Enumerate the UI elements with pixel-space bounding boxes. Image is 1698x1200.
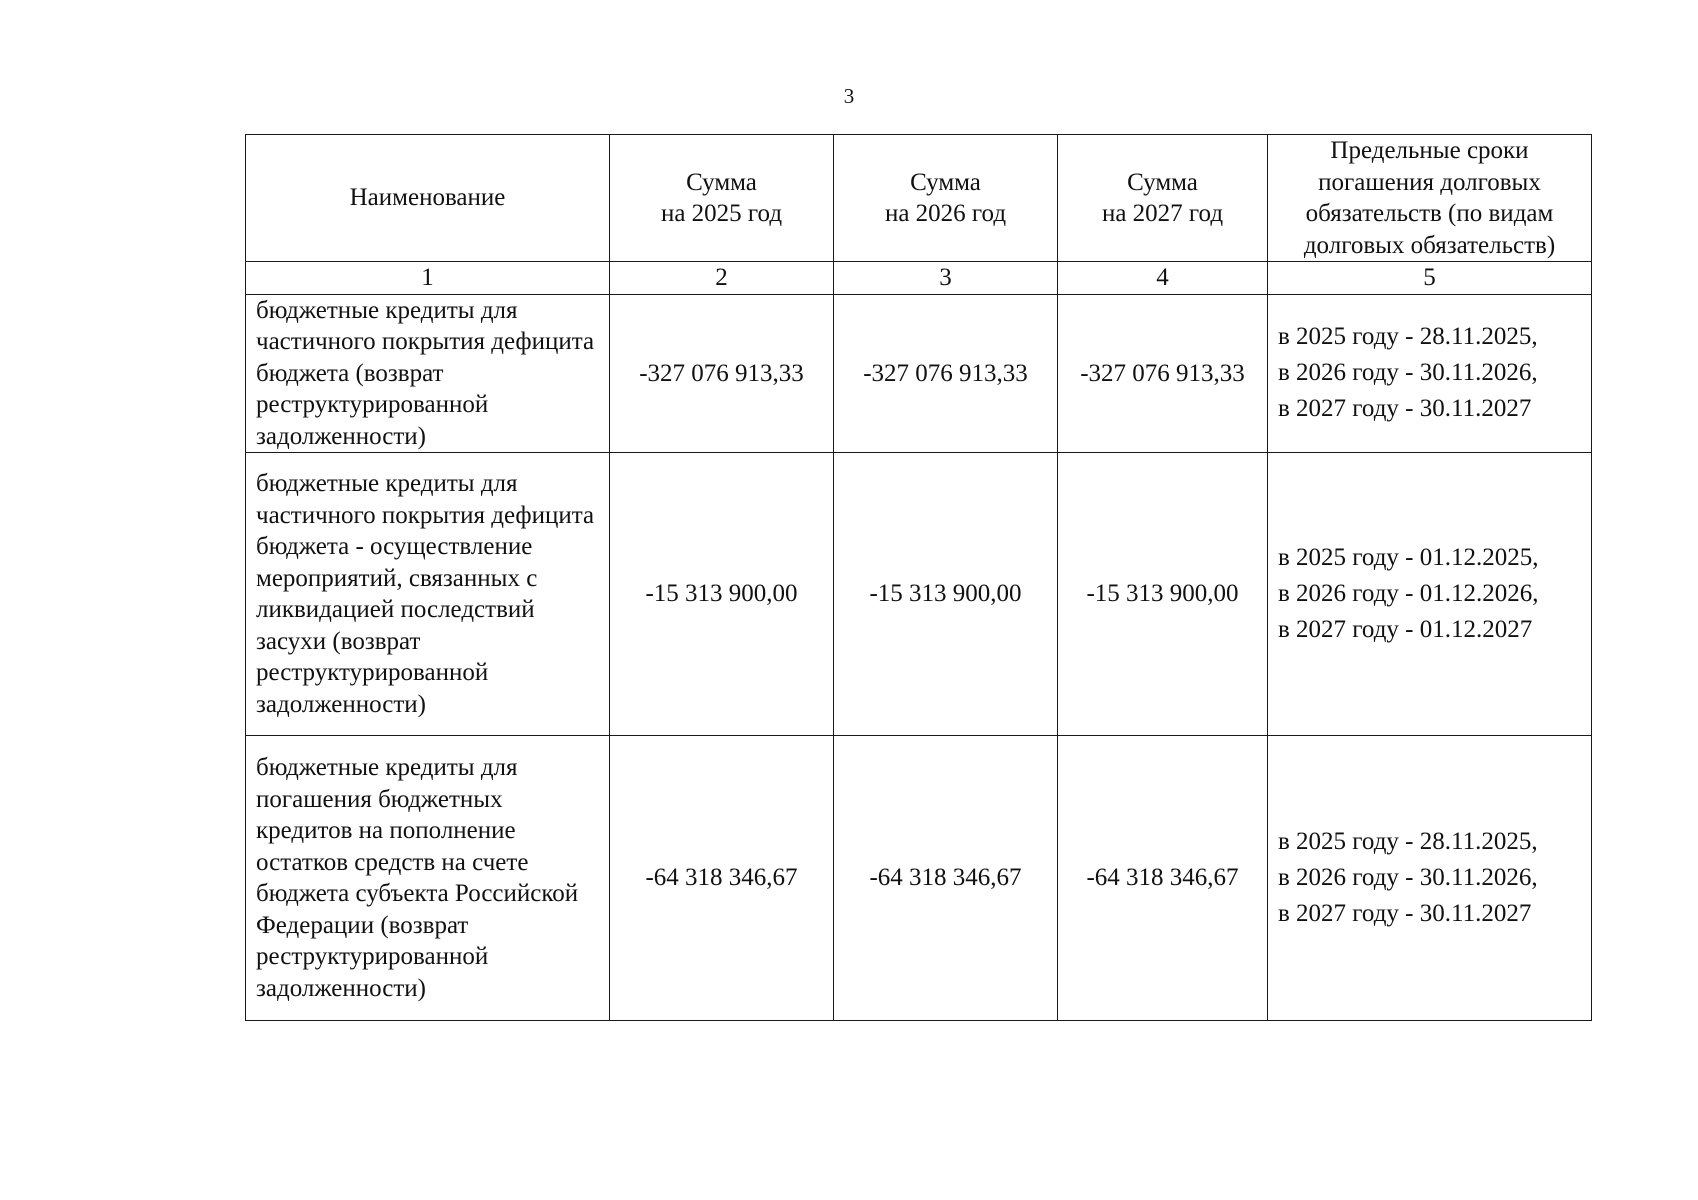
row-sum-2027: -64 318 346,67 xyxy=(1058,736,1268,1021)
row-name: бюджетные кредиты для частичного покрытия дефицита бюджета (возврат реструктурированной задолженности) xyxy=(246,294,610,453)
term-line: в 2027 году - 01.12.2027 xyxy=(1278,616,1533,643)
term-line: в 2027 году - 30.11.2027 xyxy=(1278,900,1532,927)
header-name-label: Наименование xyxy=(349,184,506,212)
column-number: 5 xyxy=(1268,262,1592,295)
term-line: в 2027 году - 30.11.2027 xyxy=(1278,395,1532,423)
row-sum-2025: -327 076 913,33 xyxy=(610,294,834,453)
header-sum-2026 xyxy=(834,135,1058,262)
header-terms-line2: погашения долговых xyxy=(1318,168,1541,196)
row-terms xyxy=(1268,294,1592,453)
header-terms-line1: Предельные сроки xyxy=(1330,137,1529,164)
header-sum-2027-line1: Сумма xyxy=(1127,168,1198,196)
debt-obligations-table xyxy=(245,134,1592,1021)
header-row xyxy=(246,135,1592,262)
column-number: 1 xyxy=(246,262,610,295)
header-terms xyxy=(1268,135,1592,262)
row-name: бюджетные кредиты для погашения бюджетных кредитов на пополнение остатков средств на счете бюджета субъекта Российской Федерации (возврат реструктурированной задолженности) xyxy=(246,736,610,1021)
row-sum-2025: -15 313 900,00 xyxy=(610,453,834,736)
column-number: 2 xyxy=(610,262,834,295)
column-number-row xyxy=(246,262,1592,295)
row-sum-2026: -64 318 346,67 xyxy=(834,736,1058,1021)
term-line: в 2026 году - 30.11.2026, xyxy=(1278,359,1538,387)
header-sum-2025-line2: на 2025 год xyxy=(660,200,783,227)
header-terms-line3: обязательств (по видам xyxy=(1305,200,1554,227)
row-sum-2027: -15 313 900,00 xyxy=(1058,453,1268,736)
header-sum-2025-line1: Сумма xyxy=(686,168,757,196)
column-number: 4 xyxy=(1058,262,1268,295)
header-sum-2027-line2: на 2027 год xyxy=(1101,200,1224,227)
term-line: в 2025 году - 28.11.2025, xyxy=(1278,828,1538,855)
term-line: в 2025 году - 28.11.2025, xyxy=(1278,323,1538,351)
row-sum-2026: -15 313 900,00 xyxy=(834,453,1058,736)
term-line: в 2025 году - 01.12.2025, xyxy=(1278,544,1539,571)
row-sum-2026: -327 076 913,33 xyxy=(834,294,1058,453)
row-sum-2025: -64 318 346,67 xyxy=(610,736,834,1021)
table-row xyxy=(246,294,1592,453)
header-sum-2025 xyxy=(610,135,834,262)
header-sum-2026-line2: на 2026 год xyxy=(884,200,1007,227)
row-name: бюджетные кредиты для частичного покрытия дефицита бюджета - осуществление мероприятий, связанных с ликвидацией последствий засухи (возврат реструктурированной задолженности) xyxy=(246,453,610,736)
row-sum-2027: -327 076 913,33 xyxy=(1058,294,1268,453)
row-terms xyxy=(1268,453,1592,736)
row-terms xyxy=(1268,736,1592,1021)
header-name xyxy=(246,135,610,262)
header-sum-2027 xyxy=(1058,135,1268,262)
header-sum-2026-line1: Сумма xyxy=(910,168,981,196)
page-number: 3 xyxy=(843,84,855,108)
term-line: в 2026 году - 30.11.2026, xyxy=(1278,864,1538,891)
term-line: в 2026 году - 01.12.2026, xyxy=(1278,580,1539,607)
table-row xyxy=(246,453,1592,736)
table-row xyxy=(246,736,1592,1021)
header-terms-line4: долговых обязательств) xyxy=(1303,231,1556,259)
column-number: 3 xyxy=(834,262,1058,295)
